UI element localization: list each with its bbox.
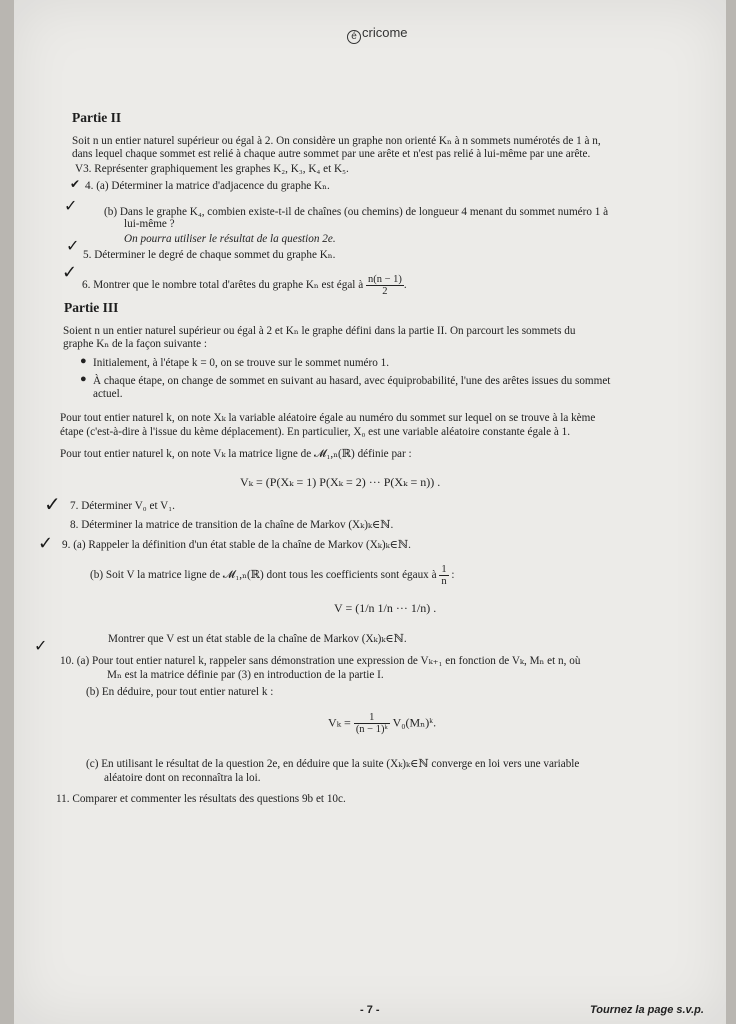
- partie-2-intro-line1: Soit n un entier naturel supérieur ou égal à 2. On considère un graphe non orienté Kₙ à n sommets numérotés de 1 à n,: [72, 135, 601, 147]
- question-4a: 4. (a) Déterminer la matrice d'adjacence du graphe Kₙ.: [85, 180, 330, 192]
- question-10a-line2: Mₙ est la matrice définie par (3) en introduction de la partie I.: [107, 669, 384, 681]
- eq-vk-right: V₀(Mₙ)ᵏ.: [392, 715, 437, 730]
- bullet-2-line1: À chaque étape, on change de sommet en suivant au hasard, avec équiprobabilité, l'une des arêtes issues du sommet: [93, 375, 611, 387]
- question-11: 11. Comparer et commenter les résultats des questions 9b et 10c.: [56, 793, 346, 805]
- eq-vk-numerator: 1: [354, 712, 390, 724]
- question-9a: 9. (a) Rappeler la définition d'un état stable de la chaîne de Markov (Xₖ)ₖ∈ℕ.: [62, 539, 411, 551]
- check-mark-q5: ✓: [66, 236, 80, 255]
- q9b-numerator: 1: [441, 564, 447, 575]
- partie-3-intro-line2: graphe Kₙ de la façon suivante :: [63, 338, 208, 350]
- question-4b-hint: On pourra utiliser le résultat de la question 2e.: [124, 233, 336, 245]
- question-10b: (b) En déduire, pour tout entier naturel k :: [86, 686, 274, 698]
- check-mark-q6: ✓: [62, 262, 78, 283]
- logo-text: cricome: [362, 25, 408, 40]
- bullet-2-line2: actuel.: [93, 388, 123, 400]
- paragraph-xk-line1: Pour tout entier naturel k, on note Xₖ la variable aléatoire égale au numéro du sommet sur lequel on se trouve à la kème: [60, 412, 596, 424]
- partie-2-intro-line2: dans lequel chaque sommet est relié à chaque autre sommet par une arête et n'est pas relié à lui-même par une arête.: [72, 148, 591, 160]
- paragraph-vk: Pour tout entier naturel k, on note Vₖ la matrice ligne de 𝓜₁,ₙ(ℝ) définie par :: [60, 448, 412, 460]
- question-10a-line1: 10. (a) Pour tout entier naturel k, rappeler sans démonstration une expression de Vₖ₊₁ en fonction de Vₖ, Mₙ et n, où: [60, 655, 581, 667]
- bullet-2: ●: [80, 373, 87, 385]
- eq-vk-fraction: [354, 712, 390, 735]
- check-mark-q9: ✓: [38, 533, 54, 554]
- partie-3-intro-line1: Soient n un entier naturel supérieur ou égal à 2 et Kₙ le graphe défini dans la partie II. On parcourt les sommets du: [63, 325, 576, 337]
- eq-vk-left: Vₖ =: [328, 715, 351, 730]
- page-number: - 7 -: [360, 1004, 380, 1016]
- equation-vk-definition: Vₖ = (P(Xₖ = 1) P(Xₖ = 2) ··· P(Xₖ = n)) .: [240, 475, 441, 489]
- q6-numerator: n(n − 1): [367, 274, 402, 285]
- question-9b-text: (b) Soit V la matrice ligne de 𝓜₁,ₙ(ℝ) dont tous les coefficients sont égaux à: [90, 569, 437, 582]
- ecricome-logo: [347, 25, 408, 44]
- equation-vk-formula: [328, 712, 436, 735]
- tick-mark-q4: ✔: [70, 177, 81, 191]
- question-10c-line1: (c) En utilisant le résultat de la question 2e, en déduire que la suite (Xₖ)ₖ∈ℕ converge en loi vers une variable: [86, 758, 580, 770]
- q9b-denominator: n: [441, 576, 447, 587]
- question-9c: Montrer que V est un état stable de la chaîne de Markov (Xₖ)ₖ∈ℕ.: [108, 633, 407, 645]
- bullet-1-text: Initialement, à l'étape k = 0, on se trouve sur le sommet numéro 1.: [93, 357, 390, 369]
- partie-3-title: Partie III: [64, 300, 119, 315]
- question-4b-line2: lui-même ?: [124, 218, 175, 230]
- partie-2-title: Partie II: [72, 110, 122, 125]
- question-9b: (b) Soit V la matrice ligne de 𝓜₁,ₙ(ℝ) dont tous les coefficients sont égaux à $\frac{1}{n}$ :: [90, 564, 455, 587]
- question-4b-line1: (b) Dans le graphe K₄, combien existe-t-il de chaînes (ou chemins) de longueur 4 menant du sommet numéro 1 à: [104, 206, 609, 218]
- q6-denominator: 2: [382, 286, 388, 297]
- turn-page-note: Tournez la page s.v.p.: [590, 1004, 704, 1016]
- equation-v-stable: V = (1/n 1/n ··· 1/n) .: [334, 601, 437, 615]
- question-8: 8. Déterminer la matrice de transition de la chaîne de Markov (Xₖ)ₖ∈ℕ.: [70, 519, 394, 531]
- question-6-fraction: [366, 274, 404, 297]
- bullet-1: ●: [80, 355, 87, 367]
- question-3: V3. Représenter graphiquement les graphes K₂, K₃, K₄ et K₅.: [75, 163, 349, 175]
- check-mark-q9c: ✓: [34, 636, 48, 655]
- question-6-text: 6. Montrer que le nombre total d'arêtes du graphe Kₙ est égal à: [82, 279, 364, 292]
- logo-mark: é: [347, 30, 361, 44]
- paragraph-xk-line2: étape (c'est-à-dire à l'issue du kème déplacement). En particulier, X₀ est une variable aléatoire constante égale à 1.: [60, 426, 571, 438]
- eq-vk-denominator: (n − 1)ᵏ: [355, 724, 388, 735]
- question-7: 7. Déterminer V₀ et V₁.: [70, 500, 175, 512]
- question-9b-fraction: [439, 564, 448, 587]
- question-10c-line2: aléatoire dont on reconnaîtra la loi.: [104, 772, 261, 784]
- question-6: 6. Montrer que le nombre total d'arêtes du graphe Kₙ est égal à $\frac{n(n - 1)}{2}$ .: [82, 274, 407, 297]
- check-mark-q7: ✓: [44, 492, 61, 516]
- question-5: 5. Déterminer le degré de chaque sommet du graphe Kₙ.: [83, 249, 336, 261]
- check-mark-q4b: ✓: [64, 196, 78, 215]
